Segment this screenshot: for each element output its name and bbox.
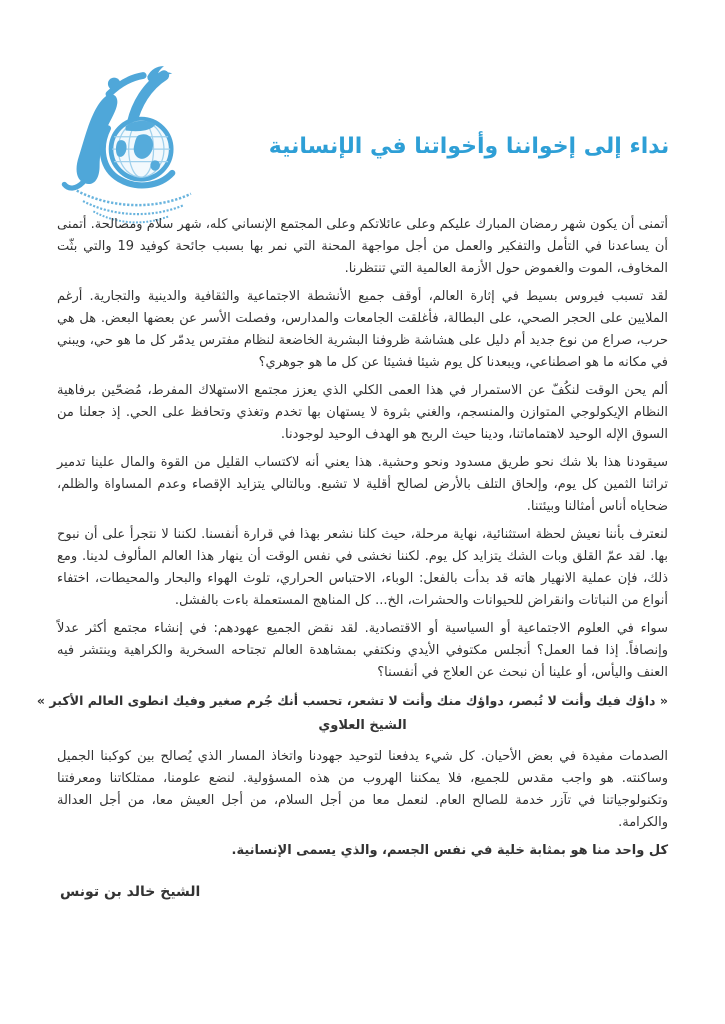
quote-text: « داؤك فيك وأنت لا تُبصر، دواؤك منك وأنت لا تشعر، تحسب أنك جُرم صغير وفيك انطوى العالم الأكبر »	[36, 693, 668, 708]
figure-flick	[64, 182, 83, 188]
figure-head	[108, 78, 120, 90]
paragraph-7: الصدمات مفيدة في بعض الأحيان. كل شيء يدفعنا لتوحيد جهودنا واتخاذ المسار الذي يُصالح بين كوكبنا الجميل وساكنته. هو واجب مقدس للجميع، فلا يمكننا الهروب من هذه المسؤولية. لنضع علومنا، ممتلكاتنا ومعرفتنا وتكنولوجياتنا في تآزر خدمة للصالح العام. لنعمل معا من أجل السلام، من أجل العيش معا، من أجل العدالة والكرامة.	[57, 749, 668, 830]
letter-body	[36, 214, 668, 868]
paragraph-5: لنعترف بأننا نعيش لحظة استثنائية، نهاية مرحلة، حيث كلنا نشعر بهذا في قرارة أنفسنا. لكننا لا نتجرأ على أن نبوح بها. لقد عمّ القلق وبات الشك يتزايد كل يوم. لكننا نخشى في نفس الوقت أن ينهار هذا العالم المألوف لدينا. ومع ذلك، فإن عملية الانهيار هاته قد بدأت بالفعل: الوباء، الاحتباس الحراري، تلوث الهواء والبحار والمحيطات، اختفاء أنواع من النباتات وانقراض للحيوانات والحشرات، الخ... كل المناهج المستعملة باءت بالفشل.	[57, 527, 668, 608]
aisa-16-logo	[60, 62, 216, 228]
paragraph-6: سواء في العلوم الاجتماعية أو السياسية أو الاقتصادية. لقد نقض الجميع عهودهم: في إنشاء مجتمع أكثر عدلاً وإنصافاً. إذا فما العمل؟ أنجلس مكتوفي الأيدي ونكتفي بمشاهدة العالم تجتاحه السخرية والكراهية وينتشر فيه العنف واليأس، أو علينا أن نبحث عن العلاج في أنفسنا؟	[57, 621, 668, 680]
paragraph-4: سيقودنا هذا بلا شك نحو طريق مسدود ونحو وحشية. هذا يعني أنه لاكتساب القليل من القوة والمال علينا تدمير تراثنا الثمين كل يوم، وإلحاق التلف بالأرض لصالح أقلية لا تشبع. وبالتالي يتزايد الإقصاء وعدم المساواة والظلم، ضحاياه أناس أمثالنا وبيئتنا.	[57, 455, 668, 514]
paragraph-3: ألم يحن الوقت لنكُفّ عن الاستمرار في هذا العمى الكلي الذي يعزز مجتمع الاستهلاك المفرط، مُضحّين برفاهية النظام الإيكولوجي المتوازن والمنسجم، والغني بثروة لا يستهان بها تخدم وتغذي وتحافظ على الحي. إذ جعلنا من السوق الإله الوحيد لاهتماماتنا، ودينا حيث الربح هو الهدف الوحيد لوجودنا.	[57, 383, 668, 442]
quote-author: الشيخ العلاوي	[318, 718, 407, 733]
paragraph-1: أتمنى أن يكون شهر رمضان المبارك عليكم وعلى عائلاتكم وعلى المجتمع الإنساني كله، شهر سلام ومصالحة. أتمنى أن يساعدنا في التأمل والتفكير والعمل من أجل مواجهة المحنة التي نمر بها بسبب جائحة كوفيد 19 والتي بثّت المخاوف، الموت والغموض حول الأزمة العالمية التي تنتظرنا.	[57, 217, 668, 276]
six-ascender	[132, 75, 164, 124]
quote-block	[36, 690, 668, 737]
page-title: نداء إلى إخواننا وأخواتنا في الإنسانية	[268, 134, 670, 159]
closing-line: كل واحد منا هو بمثابة خلية في نفس الجسم، والذي يسمى الإنسانية.	[231, 843, 668, 858]
signature: الشيخ خالد بن تونس	[60, 884, 201, 900]
paragraph-2: لقد تسبب فيروس بسيط في إثارة العالم، أوقف جميع الأنشطة الاجتماعية والثقافية والدينية والتجارية. أرغم الملايين على الحجر الصحي، على البطالة، فأغلقت الجامعات والمدارس، وفصلت الأسر عن بعضها البعض. هل هي حرب، صراع من نوع جديد أم دليل على هشاشة ظروفنا البشرية الخاضعة لنظام مفترس يدمّر كل ما هو حي، ويبني في مكانه ما هو اصطناعي، ويبعدنا كل يوم شيئا فشيئا عن كل ما هو جوهري؟	[57, 289, 668, 370]
